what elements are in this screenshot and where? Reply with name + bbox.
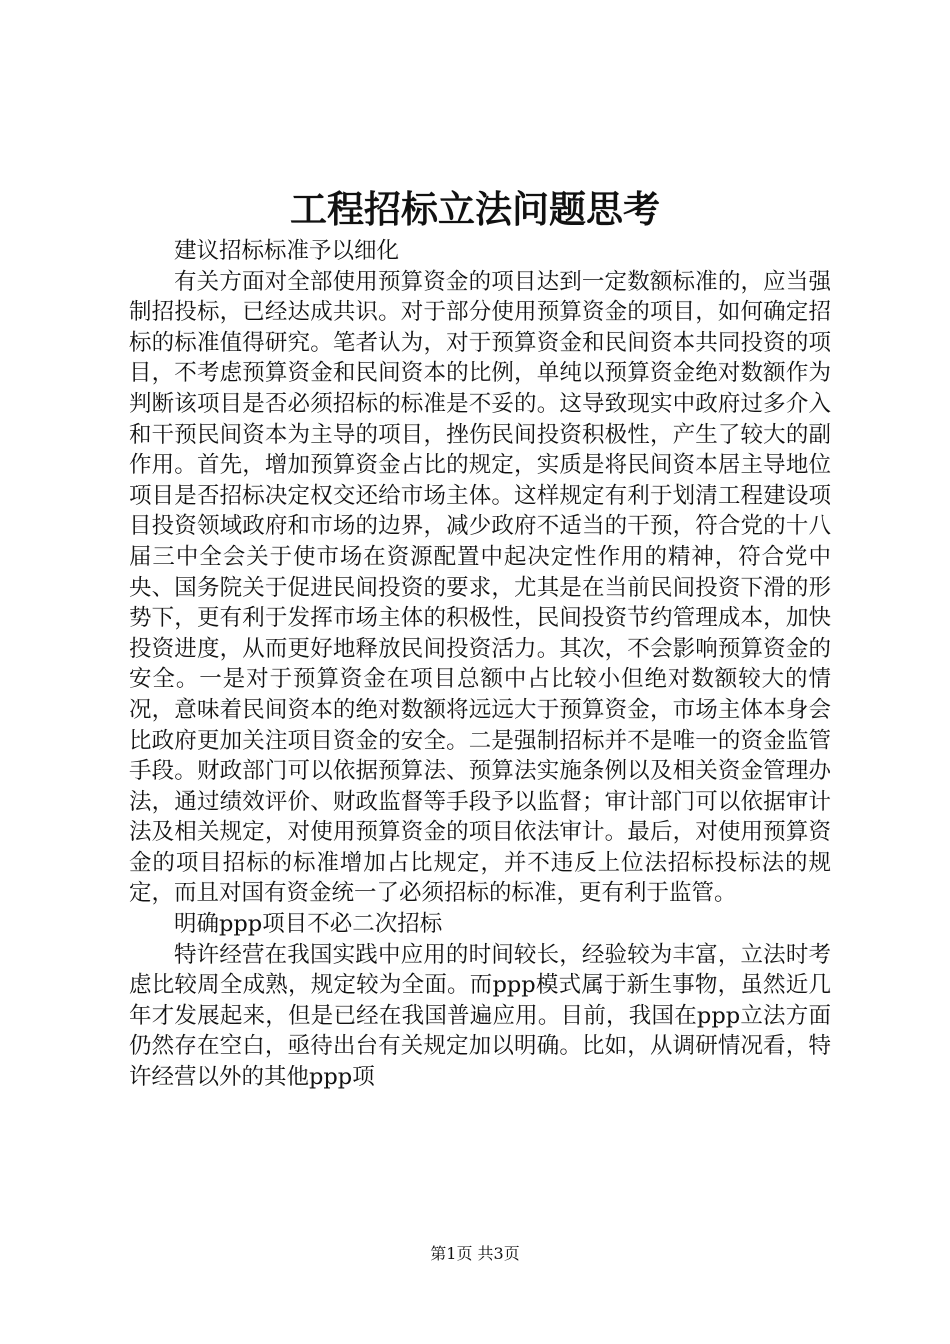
document-body (129, 236, 831, 1093)
body-paragraph: 特许经营在我国实践中应用的时间较长，经验较为丰富，立法时考虑比较周全成熟，规定较为全面。而ppp模式属于新生事物，虽然近几年才发展起来，但是已经在我国普遍应用。目前，我国在ppp立法方面仍然存在空白，亟待出台有关规定加以明确。比如，从调研情况看，特许经营以外的其他ppp项 (129, 941, 831, 1091)
body-paragraph: 有关方面对全部使用预算资金的项目达到一定数额标准的，应当强制招投标，已经达成共识。对于部分使用预算资金的项目，如何确定招标的标准值得研究。笔者认为，对于预算资金和民间资本共同投资的项目，不考虑预算资金和民间资本的比例，单纯以预算资金绝对数额作为判断该项目是否必须招标的标准是不妥的。这导致现实中政府过多介入和干预民间资本为主导的项目，挫伤民间投资积极性，产生了较大的副作用。首先，增加预算资金占比的规定，实质是将民间资本居主导地位项目是否招标决定权交还给市场主体。这样规定有利于划清工程建设项目投资领域政府和市场的边界，减少政府不适当的干预，符合党的十八届三中全会关于使市场在资源配置中起决定性作用的精神，符合党中央、国务院关于促进民间投资的要求，尤其是在当前民间投资下滑的形势下，更有利于发挥市场主体的积极性，民间投资节约管理成本，加快投资进度，从而更好地释放民间投资活力。其次，不会影响预算资金的安全。一是对于预算资金在项目总额中占比较小但绝对数额较大的情况，意味着民间资本的绝对数额将远远大于预算资金，市场主体本身会比政府更加关注项目资金的安全。二是强制招标并不是唯一的资金监管手段。财政部门可以依据预算法、预算法实施条例以及相关资金管理办法，通过绩效评价、财政监督等手段予以监督；审计部门可以依据审计法及相关规定，对使用预算资金的项目依法审计。最后，对使用预算资金的项目招标的标准增加占比规定，并不违反上位法招标投标法的规定，而且对国有资金统一了必须招标的标准，更有利于监管。 (129, 268, 831, 907)
section-heading: 明确ppp项目不必二次招标 (174, 911, 443, 938)
document-title: 工程招标立法问题思考 (290, 187, 660, 231)
section-heading: 建议招标标准予以细化 (174, 238, 400, 264)
page-footer: 第1页 共3页 (430, 1244, 520, 1263)
